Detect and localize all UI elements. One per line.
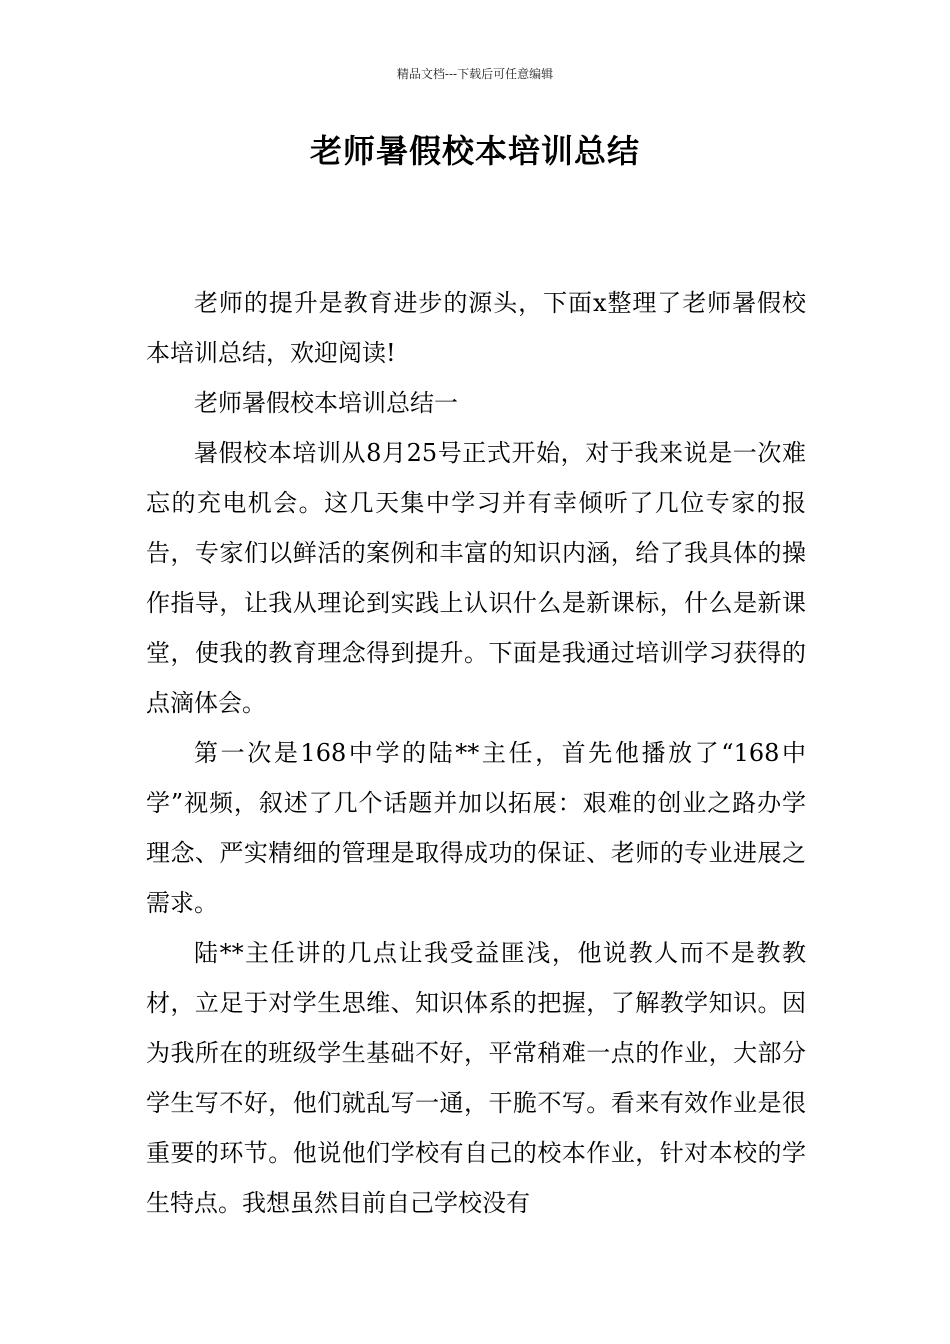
paragraph: 第一次是168中学的陆**主任，首先他播放了“168中学”视频，叙述了几个话题并加以拓展：艰难的创业之路办学理念、严实精细的管理是取得成功的保证、老师的专业进展之需求。 [146, 739, 806, 917]
header-note: 精品文档---下载后可任意编辑 [396, 67, 554, 81]
paragraph: 陆**主任讲的几点让我受益匪浅，他说教人而不是教教材，立足于对学生思维、知识体系的把握，了解教学知识。因为我所在的班级学生基础不好，平常稍难一点的作业，大部分学生写不好，他们就乱写一通，干脆不写。看来有效作业是很重要的环节。他说他们学校有自己的校本作业，针对本校的学生特点。我想虽然目前自己学校没有 [146, 939, 806, 1217]
section-heading: 老师暑假校本培训总结一 [194, 389, 458, 417]
document-title: 老师暑假校本培训总结 [309, 132, 640, 170]
paragraph-intro: 老师的提升是教育进步的源头，下面x整理了老师暑假校本培训总结，欢迎阅读! [146, 289, 806, 367]
document-body [146, 278, 806, 1228]
paragraph: 暑假校本培训从8月25号正式开始，对于我来说是一次难忘的充电机会。这几天集中学习并有幸倾听了几位专家的报告，专家们以鲜活的案例和丰富的知识内涵，给了我具体的操作指导，让我从理论到实践上认识什么是新课标，什么是新课堂，使我的教育理念得到提升。下面是我通过培训学习获得的点滴体会。 [146, 439, 806, 717]
